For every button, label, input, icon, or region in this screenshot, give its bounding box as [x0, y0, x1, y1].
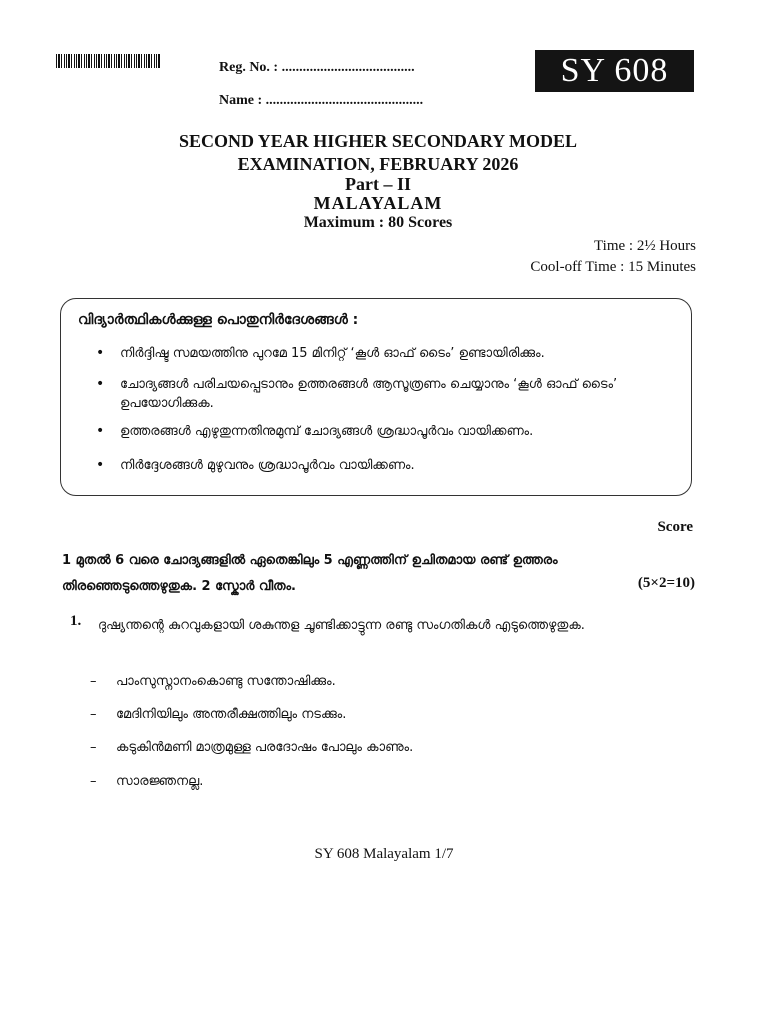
instruction-text: ചോദ്യങ്ങൾ പരിചയപ്പെടാനും ഉത്തരങ്ങൾ ആസൂത്രണം ചെയ്യാനും ‘കൂൾ ഓഫ് ടൈം’ ഉപയോഗിക്കുക.: [120, 377, 618, 411]
exam-title-line1: SECOND YEAR HIGHER SECONDARY MODEL: [178, 131, 578, 151]
answer-option: [90, 774, 203, 789]
bullet-icon: •: [96, 457, 105, 473]
answer-option: [90, 707, 346, 722]
dash-marker: –: [90, 774, 97, 789]
section-marks: (5×2=10): [637, 575, 695, 591]
question-number: 1.: [70, 613, 82, 629]
dash-marker: –: [90, 674, 97, 689]
option-text: കടുകിൻമണി മാത്രമുള്ള പരദോഷം പോലും കാണും.: [116, 740, 414, 755]
score-column-heading: Score: [657, 519, 693, 535]
section-instruction: 1 മുതൽ 6 വരെ ചോദ്യങ്ങളിൽ ഏതെങ്കിലും 5 എണ്ണത്തിന് ഉചിതമായ രണ്ട് ഉത്തരം തിരഞ്ഞെടുത്തെഴുതുക. 2 സ്കോർ വീതം.: [62, 553, 558, 594]
exam-part: Part – II: [345, 174, 411, 194]
bullet-icon: •: [96, 345, 105, 361]
exam-subject: MALAYALAM: [313, 193, 443, 213]
bullet-icon: •: [96, 376, 105, 392]
question-text: ദുഷ്യന്തന്റെ കുറവുകളായി ശകുന്തള ചൂണ്ടിക്കാട്ടുന്ന രണ്ടു സംഗതികൾ എടുത്തെഴുതുക.: [98, 618, 585, 633]
instruction-text: നിർദ്ദിഷ്ട സമയത്തിനു പുറമേ 15 മിനിറ്റ് ‘കൂൾ ഓഫ് ടൈം’ ഉണ്ടായിരിക്കും.: [120, 346, 545, 361]
instruction-text: ഉത്തരങ്ങൾ എഴുതുന്നതിനുമുമ്പ് ചോദ്യങ്ങൾ ശ്രദ്ധാപൂർവം വായിക്കണം.: [120, 424, 534, 439]
dash-marker: –: [90, 707, 97, 722]
answer-option: [90, 740, 413, 755]
answer-option: [90, 674, 336, 689]
max-score: Maximum : 80 Scores: [303, 214, 453, 231]
bullet-icon: •: [96, 423, 105, 439]
instructions-heading: വിദ്യാർത്ഥികൾക്കുള്ള പൊതുനിർദേശങ്ങൾ :: [78, 312, 359, 328]
instruction-text: നിർദ്ദേശങ്ങൾ മുഴുവനും ശ്രദ്ധാപൂർവം വായിക്കണം.: [120, 458, 415, 473]
page-footer: SY 608 Malayalam 1/7: [314, 846, 454, 862]
name-field: Name : .............................................: [219, 93, 424, 108]
cool-off-time: Cool-off Time : 15 Minutes: [530, 259, 696, 275]
reg-no-field: Reg. No. : ......................................: [219, 60, 415, 75]
paper-code-badge: SY 608: [535, 50, 694, 92]
exam-title-line2: EXAMINATION, FEBRUARY 2026: [237, 154, 519, 174]
option-text: സാരജ്ഞനല്ല.: [116, 774, 204, 789]
barcode: [56, 54, 160, 68]
option-text: പാംസുസ്നാനംകൊണ്ടു സന്തോഷിക്കും.: [116, 674, 336, 689]
time-allowed: Time : 2½ Hours: [594, 238, 696, 254]
option-text: മേദിനിയിലും അന്തരീക്ഷത്തിലും നടക്കും.: [116, 707, 347, 722]
dash-marker: –: [90, 740, 97, 755]
